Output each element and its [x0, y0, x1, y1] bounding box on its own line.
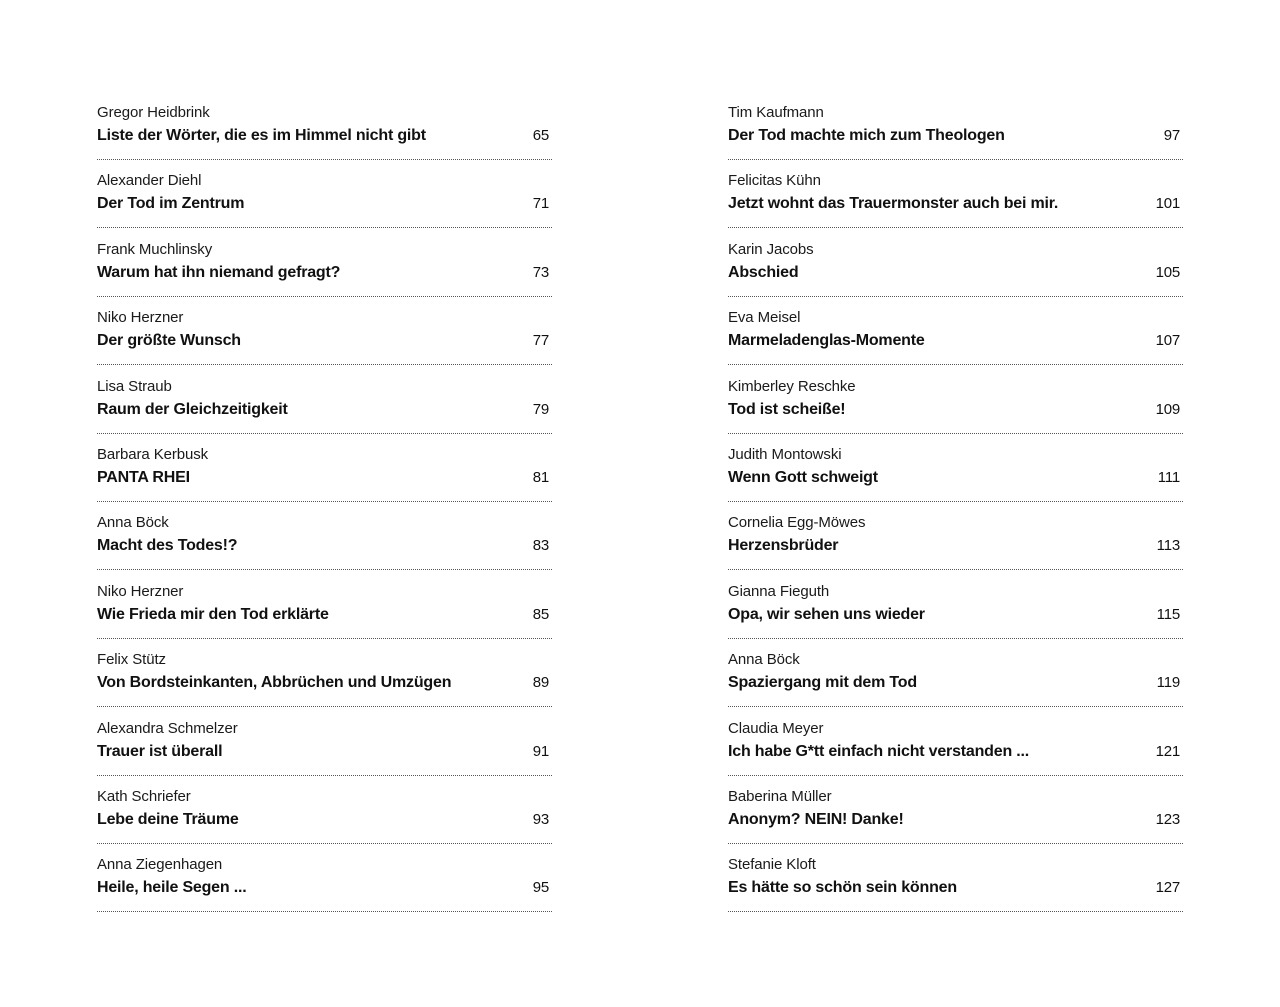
entry-title: Anonym? NEIN! Danke! — [728, 810, 904, 828]
dotted-divider — [97, 706, 552, 707]
entry-title-line — [728, 808, 1183, 834]
entry-title: Der größte Wunsch — [97, 332, 241, 350]
toc-entry[interactable] — [728, 103, 1183, 171]
entry-title: Liste der Wörter, die es im Himmel nicht gibt — [97, 127, 426, 144]
toc-entry[interactable] — [728, 787, 1183, 855]
entry-page-number: 127 — [1155, 879, 1180, 897]
dotted-divider — [97, 296, 552, 297]
entry-title-line — [728, 124, 1183, 150]
dotted-divider — [97, 227, 552, 228]
entry-title-line — [97, 876, 552, 902]
entry-title-line — [97, 466, 552, 492]
entry-page-number: 81 — [532, 468, 549, 486]
entry-author: Felix Stütz — [97, 651, 166, 669]
entry-title: Ich habe G*tt einfach nicht verstanden ... — [728, 742, 1029, 760]
toc-entry[interactable] — [728, 650, 1183, 718]
dotted-divider — [728, 501, 1183, 502]
entry-title: Trauer ist überall — [97, 742, 223, 760]
entry-title: Es hätte so schön sein können — [728, 879, 957, 897]
entry-title-line — [728, 261, 1183, 287]
entry-title-line — [728, 534, 1183, 560]
toc-entry[interactable] — [97, 171, 552, 239]
entry-page-number: 105 — [1155, 263, 1180, 281]
entry-author: Gianna Fieguth — [728, 582, 830, 600]
entry-author: Claudia Meyer — [728, 719, 824, 737]
entry-page-number: 101 — [1155, 195, 1180, 213]
entry-author: Cornelia Egg-Möwes — [728, 514, 866, 532]
entry-page-number: 79 — [532, 400, 549, 418]
entry-title-line — [728, 398, 1183, 424]
entry-title-line — [97, 124, 552, 150]
entry-title-line — [97, 261, 552, 287]
toc-left-column — [97, 103, 552, 924]
dotted-divider — [728, 638, 1183, 639]
entry-page-number: 113 — [1156, 537, 1180, 555]
entry-author: Judith Montowski — [728, 445, 842, 463]
entry-author: Barbara Kerbusk — [97, 445, 209, 463]
entry-page-number: 91 — [532, 742, 549, 760]
toc-entry[interactable] — [728, 445, 1183, 513]
entry-title-line — [97, 398, 552, 424]
toc-entry[interactable] — [97, 855, 552, 923]
dotted-divider — [728, 433, 1183, 434]
toc-entry[interactable] — [728, 308, 1183, 376]
entry-title: Jetzt wohnt das Trauermonster auch bei mir. — [728, 195, 1059, 213]
entry-title: Wie Frieda mir den Tod erklärte — [97, 605, 329, 623]
entry-page-number: 109 — [1155, 400, 1180, 418]
entry-title-line — [97, 192, 552, 218]
toc-entry[interactable] — [97, 240, 552, 308]
entry-page-number: 89 — [532, 674, 549, 692]
entry-author: Alexandra Schmelzer — [97, 719, 238, 737]
toc-entry[interactable] — [97, 582, 552, 650]
toc-entry[interactable] — [97, 377, 552, 445]
entry-author: Felicitas Kühn — [728, 172, 821, 190]
dotted-divider — [728, 843, 1183, 844]
entry-title: PANTA RHEI — [97, 468, 190, 486]
dotted-divider — [97, 775, 552, 776]
toc-entry[interactable] — [728, 719, 1183, 787]
entry-author: Anna Böck — [97, 514, 169, 532]
entry-author: Karin Jacobs — [728, 240, 814, 258]
dotted-divider — [728, 569, 1183, 570]
entry-page-number: 107 — [1155, 332, 1180, 350]
toc-entry[interactable] — [728, 171, 1183, 239]
dotted-divider — [97, 433, 552, 434]
entry-page-number: 121 — [1155, 742, 1180, 760]
entry-author: Eva Meisel — [728, 309, 801, 327]
entry-title-line — [728, 740, 1183, 766]
toc-entry[interactable] — [728, 513, 1183, 581]
dotted-divider — [97, 501, 552, 502]
toc-entry[interactable] — [728, 240, 1183, 308]
dotted-divider — [728, 706, 1183, 707]
entry-page-number: 71 — [532, 195, 549, 213]
entry-title-line — [728, 876, 1183, 902]
entry-title: Der Tod im Zentrum — [97, 195, 245, 213]
entry-author: Anna Ziegenhagen — [97, 856, 223, 874]
entry-title-line — [97, 740, 552, 766]
entry-page-number: 111 — [1157, 468, 1180, 486]
dotted-divider — [728, 227, 1183, 228]
entry-page-number: 119 — [1156, 674, 1180, 692]
entry-author: Niko Herzner — [97, 309, 184, 327]
toc-entry[interactable] — [728, 582, 1183, 650]
entry-page-number: 73 — [532, 263, 549, 281]
dotted-divider — [728, 296, 1183, 297]
toc-entry[interactable] — [97, 308, 552, 376]
entry-author: Stefanie Kloft — [728, 856, 816, 874]
entry-page-number: 83 — [532, 537, 549, 555]
toc-entry[interactable] — [97, 650, 552, 718]
entry-title: Wenn Gott schweigt — [728, 468, 878, 486]
entry-page-number: 115 — [1156, 605, 1180, 623]
toc-entry[interactable] — [728, 855, 1183, 923]
entry-author: Kath Schriefer — [97, 787, 191, 805]
toc-entry[interactable] — [97, 103, 552, 171]
entry-title-line — [728, 603, 1183, 629]
entry-author: Tim Kaufmann — [728, 104, 824, 121]
toc-entry[interactable] — [97, 719, 552, 787]
dotted-divider — [97, 364, 552, 365]
entry-author: Anna Böck — [728, 651, 800, 669]
entry-title: Opa, wir sehen uns wieder — [728, 605, 925, 623]
entry-title: Herzensbrüder — [728, 537, 839, 555]
entry-title-line — [728, 192, 1183, 218]
entry-page-number: 65 — [532, 127, 549, 144]
entry-page-number: 93 — [532, 810, 549, 828]
entry-title: Macht des Todes!? — [97, 537, 238, 555]
entry-title-line — [728, 671, 1183, 697]
dotted-divider — [97, 843, 552, 844]
entry-title: Marmeladenglas-Momente — [728, 332, 925, 350]
entry-title: Heile, heile Segen ... — [97, 879, 247, 897]
entry-page-number: 123 — [1155, 810, 1180, 828]
entry-author: Lisa Straub — [97, 377, 172, 395]
dotted-divider — [97, 911, 552, 912]
entry-title: Spaziergang mit dem Tod — [728, 674, 917, 692]
dotted-divider — [728, 159, 1183, 160]
entry-title: Der Tod machte mich zum Theologen — [728, 127, 1005, 144]
entry-title: Lebe deine Träume — [97, 810, 239, 828]
dotted-divider — [728, 364, 1183, 365]
dotted-divider — [728, 911, 1183, 912]
dotted-divider — [97, 569, 552, 570]
dotted-divider — [97, 159, 552, 160]
entry-author: Frank Muchlinsky — [97, 240, 213, 258]
entry-page-number: 95 — [532, 879, 549, 897]
entry-title: Tod ist scheiße! — [728, 400, 846, 418]
entry-title: Abschied — [728, 263, 799, 281]
entry-page-number: 85 — [532, 605, 549, 623]
entry-author: Kimberley Reschke — [728, 377, 856, 395]
entry-title-line — [728, 466, 1183, 492]
entry-author: Baberina Müller — [728, 787, 832, 805]
toc-right-column — [728, 103, 1183, 924]
entry-title: Raum der Gleichzeitigkeit — [97, 400, 288, 418]
entry-title-line — [97, 603, 552, 629]
dotted-divider — [97, 638, 552, 639]
entry-author: Gregor Heidbrink — [97, 104, 210, 121]
entry-title-line — [97, 808, 552, 834]
entry-title: Von Bordsteinkanten, Abbrüchen und Umzügen — [97, 674, 452, 692]
toc-entry[interactable] — [97, 445, 552, 513]
entry-page-number: 77 — [532, 332, 549, 350]
entry-title: Warum hat ihn niemand gefragt? — [97, 263, 341, 281]
entry-title-line — [97, 671, 552, 697]
toc-entry[interactable] — [97, 513, 552, 581]
entry-page-number: 97 — [1163, 127, 1180, 144]
toc-entry[interactable] — [728, 377, 1183, 445]
entry-title-line — [728, 329, 1183, 355]
dotted-divider — [728, 775, 1183, 776]
entry-title-line — [97, 329, 552, 355]
entry-author: Niko Herzner — [97, 582, 184, 600]
entry-author: Alexander Diehl — [97, 172, 202, 190]
toc-entry[interactable] — [97, 787, 552, 855]
entry-title-line — [97, 534, 552, 560]
